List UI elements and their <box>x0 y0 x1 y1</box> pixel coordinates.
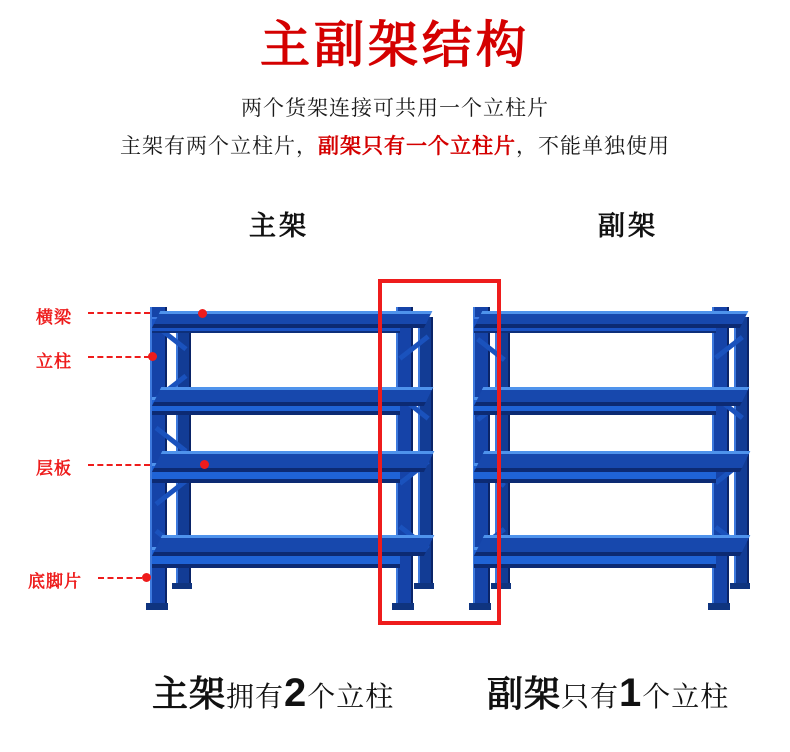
callout-dot-foot <box>142 573 151 582</box>
sub-rack-top-deck <box>474 311 748 328</box>
callout-label-foot: 底脚片 <box>28 572 82 591</box>
caption-sub-rack <box>487 666 729 717</box>
callout-line-shelf <box>88 464 150 466</box>
callout-label-beam: 横梁 <box>36 308 72 327</box>
section-label-main-rack: 主架 <box>249 211 309 241</box>
caption-sub-number: 1 <box>619 671 643 715</box>
subtitle-highlight: 副架只有一个立柱片 <box>318 135 516 158</box>
page-title: 主副架结构 <box>260 17 530 73</box>
rack-diagram <box>0 255 790 635</box>
callout-label-shelf: 层板 <box>36 459 72 478</box>
caption-main-bold: 主架 <box>152 673 227 714</box>
callout-line-post <box>88 356 150 358</box>
callout-label-post: 立柱 <box>36 352 72 371</box>
callout-dot-post <box>148 352 157 361</box>
sub-rack-shelf-2-deck <box>474 387 749 406</box>
subtitle-prefix: 主架有两个立柱片， <box>120 135 318 158</box>
sub-rack-foot-right <box>708 603 730 610</box>
section-label-sub-rack: 副架 <box>598 211 658 241</box>
sub-rack-shelf-3-deck <box>474 451 750 472</box>
caption-sub-text-1: 只有 <box>561 681 620 712</box>
subtitle-suffix: ，不能单独使用 <box>516 135 670 158</box>
caption-main-text-2: 个立柱 <box>307 681 395 712</box>
subtitle-line-2 <box>0 130 790 160</box>
shared-upright-highlight-box <box>378 279 501 625</box>
main-rack-foot-left <box>146 603 168 610</box>
caption-main-text-1: 拥有 <box>226 681 285 712</box>
sub-rack-foot-right-back <box>730 583 750 589</box>
callout-dot-beam <box>198 309 207 318</box>
main-rack-foot-left-back <box>172 583 192 589</box>
callout-line-foot <box>98 577 142 579</box>
caption-sub-bold: 副架 <box>487 673 562 714</box>
callout-line-beam <box>88 312 150 314</box>
caption-sub-text-2: 个立柱 <box>642 681 730 712</box>
caption-main-rack <box>152 666 394 717</box>
subtitle-line-1: 两个货架连接可共用一个立柱片 <box>241 97 549 120</box>
callout-dot-shelf <box>200 460 209 469</box>
caption-main-number: 2 <box>284 671 308 715</box>
sub-rack-shelf-4-deck <box>474 535 750 556</box>
